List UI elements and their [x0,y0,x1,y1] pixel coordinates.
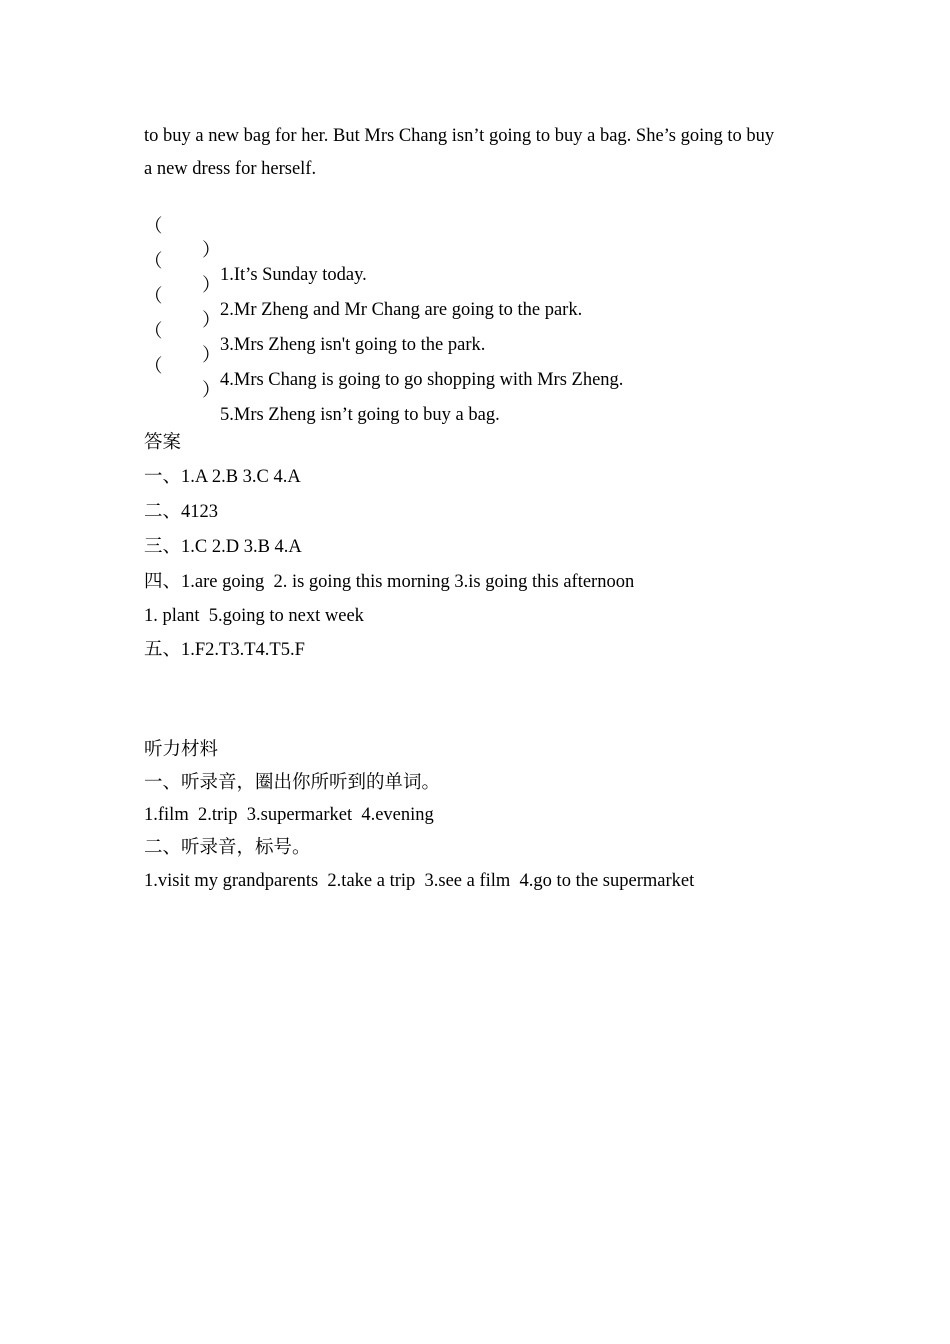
answer-line-2: 二、4123 [144,502,219,522]
true-false-item-1 [144,191,824,285]
listening-section-2-content: 1.visit my grandparents 2.take a trip 3.see a film 4.go to the supermarket [144,871,695,891]
answer-line-4: 四、1.are going 2. is going this morning 3.is going this afternoon [144,572,635,592]
answer-blank-open: （ [144,217,163,237]
question-text: 2.Mr Zheng and Mr Chang are going to the park. [220,300,583,320]
answer-blank-close: ） [202,276,221,296]
question-text: 3.Mrs Zheng isn't going to the park. [220,335,486,355]
question-text: 5.Mrs Zheng isn’t going to buy a bag. [220,405,500,425]
listening-section-2-title: 二、听录音，标号。 [144,838,311,858]
answers-heading: 答案 [144,433,182,453]
answer-blank-close: ） [202,346,221,366]
listening-section-1-content: 1.film 2.trip 3.supermarket 4.evening [144,805,434,825]
listening-heading: 听力材料 [144,740,219,760]
question-text: 1.It’s Sunday today. [220,265,367,285]
answer-blank-open: （ [144,252,163,272]
answer-blank-open: （ [144,357,163,377]
answer-blank-close: ） [202,381,221,401]
passage-line-2: a new dress for herself. [144,159,317,179]
answer-line-1: 一、1.A 2.B 3.C 4.A [144,467,301,487]
answer-line-3: 三、1.C 2.D 3.B 4.A [144,537,302,557]
passage-line-1: to buy a new bag for her. But Mrs Chang isn’t going to buy a bag. She’s going to buy [144,126,775,146]
answer-line-6: 五、1.F2.T3.T4.T5.F [144,640,305,660]
listening-section-1-title: 一、听录音，圈出你所听到的单词。 [144,773,441,793]
answer-blank-close: ） [202,311,221,331]
answer-blank-open: （ [144,322,163,342]
answer-blank-open: （ [144,287,163,307]
answer-line-5: 1. plant 5.going to next week [144,606,364,626]
answer-blank-close: ） [202,241,221,261]
question-text: 4.Mrs Chang is going to go shopping with Mrs Zheng. [220,370,624,390]
